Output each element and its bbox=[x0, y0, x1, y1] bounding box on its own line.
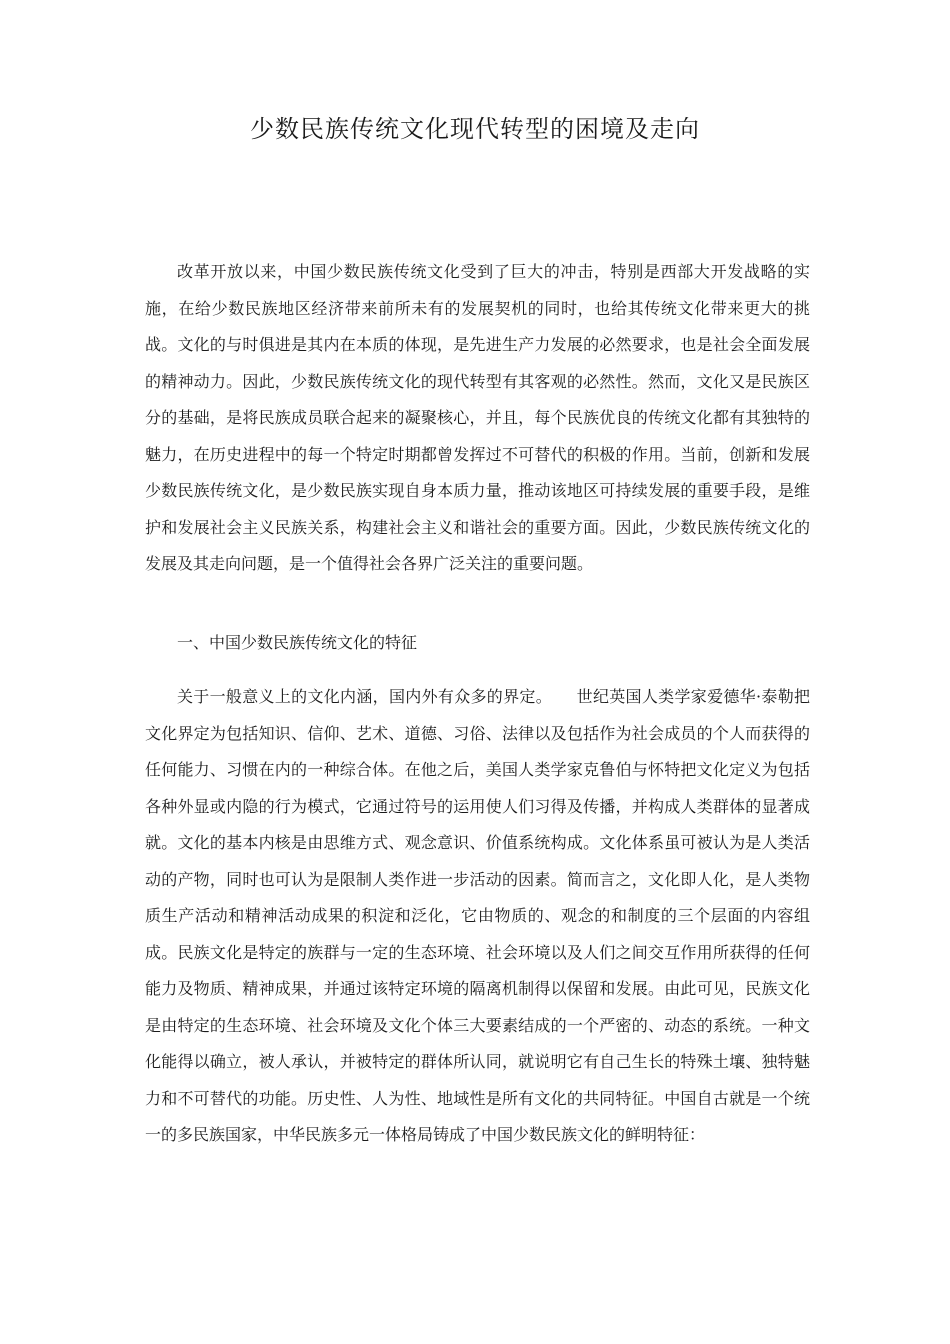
intro-paragraph: 改革开放以来，中国少数民族传统文化受到了巨大的冲击，特别是西部大开发战略的实施，在给少数民族地区经济带来前所未有的发展契机的同时，也给其传统文化带来更大的挑战。文化的与时俱进是其内在本质的体现，是先进生产力发展的必然要求，也是社会全面发展的精神动力。因此，少数民族传统文化的现代转型有其客观的必然性。然而，文化又是民族区分的基础，是将民族成员联合起来的凝聚核心，并且，每个民族优良的传统文化都有其独特的魅力，在历史进程中的每一个特定时期都曾发挥过不可替代的积极的作用。当前，创新和发展少数民族传统文化，是少数民族实现自身本质力量，推动该地区可持续发展的重要手段，是维护和发展社会主义民族关系，构建社会主义和谐社会的重要方面。因此，少数民族传统文化的发展及其走向问题，是一个值得社会各界广泛关注的重要问题。 bbox=[145, 262, 810, 573]
section-heading: 一、中国少数民族传统文化的特征 bbox=[177, 633, 418, 652]
document-title: 少数民族传统文化现代转型的困境及走向 bbox=[250, 115, 700, 143]
section-paragraph: 关于一般意义上的文化内涵，国内外有众多的界定。 世纪英国人类学家爱德华·泰勒把文化界定为包括知识、信仰、艺术、道德、习俗、法律以及包括作为社会成员的个人而获得的任何能力、习惯在内的一种综合体。在他之后，美国人类学家克鲁伯与怀特把文化定义为包括各种外显或内隐的行为模式，它通过符号的运用使人们习得及传播，并构成人类群体的显著成就。文化的基本内核是由思维方式、观念意识、价值系统构成。文化体系虽可被认为是人类活动的产物，同时也可认为是限制人类作进一步活动的因素。简而言之，文化即人化，是人类物质生产活动和精神活动成果的积淀和泛化，它由物质的、观念的和制度的三个层面的内容组成。民族文化是特定的族群与一定的生态环境、社会环境以及人们之间交互作用所获得的任何能力及物质、精神成果，并通过该特定环境的隔离机制得以保留和发展。由此可见，民族文化是由特定的生态环境、社会环境及文化个体三大要素结成的一个严密的、动态的系统。一种文化能得以确立，被人承认，并被特定的群体所认同，就说明它有自己生长的特殊土壤、独特魅力和不可替代的功能。历史性、人为性、地域性是所有文化的共同特征。中国自古就是一个统一的多民族国家，中华民族多元一体格局铸成了中国少数民族文化的鲜明特征： bbox=[145, 687, 810, 1144]
